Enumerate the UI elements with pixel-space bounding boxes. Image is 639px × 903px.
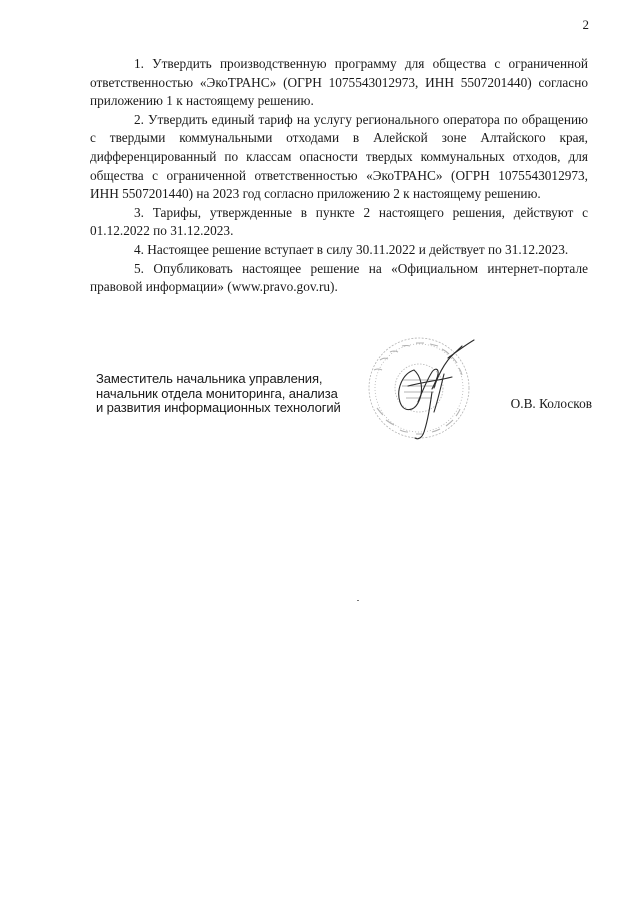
signer-name: О.В. Колосков (510, 396, 592, 411)
paragraph-3: 3. Тарифы, утвержденные в пункте 2 настоящего решения, действуют с 01.12.2022 по 31.12.2023. (90, 204, 588, 239)
signer-title-line-3: и развития информационных технологий (96, 400, 341, 415)
signer-title-line-2: начальник отдела мониторинга, анализа (96, 385, 338, 401)
page-number: 2 (582, 17, 589, 32)
stamp-and-signature (344, 330, 494, 450)
signer-title-line-1: Заместитель начальника управления, (96, 371, 323, 386)
paragraph-5: 5. Опубликовать настоящее решение на «Официальном интернет-портале правовой информации» (www.pravo.gov.ru). (90, 260, 588, 295)
paragraph-4: 4. Настоящее решение вступает в силу 30.11.2022 и действует по 31.12.2023. (134, 241, 569, 257)
signature-block (96, 368, 592, 448)
decision-body (90, 55, 588, 297)
handwritten-signature (399, 340, 474, 439)
signer-title (96, 372, 341, 416)
scan-speck (357, 600, 359, 601)
paragraph-1: 1. Утвердить производственную программу для общества с ограниченной ответственностью «ЭкоТРАНС» (ОГРН 1075543012973, ИНН 5507201440) согласно приложению 1 к настоящему решению. (90, 56, 588, 109)
paragraph-2: 2. Утвердить единый тариф на услугу регионального оператора по обращению с твердыми коммунальными отходами в Алейской зоне Алтайского края, дифференцированный по классам опасности твердых коммунальных отходов, для общества с ограниченной ответственностью «ЭкоТРАНС» (ОГРН 1075543012973, ИНН 5507201440) на 2023 год согласно приложению 2 к настоящему решению. (90, 111, 588, 202)
